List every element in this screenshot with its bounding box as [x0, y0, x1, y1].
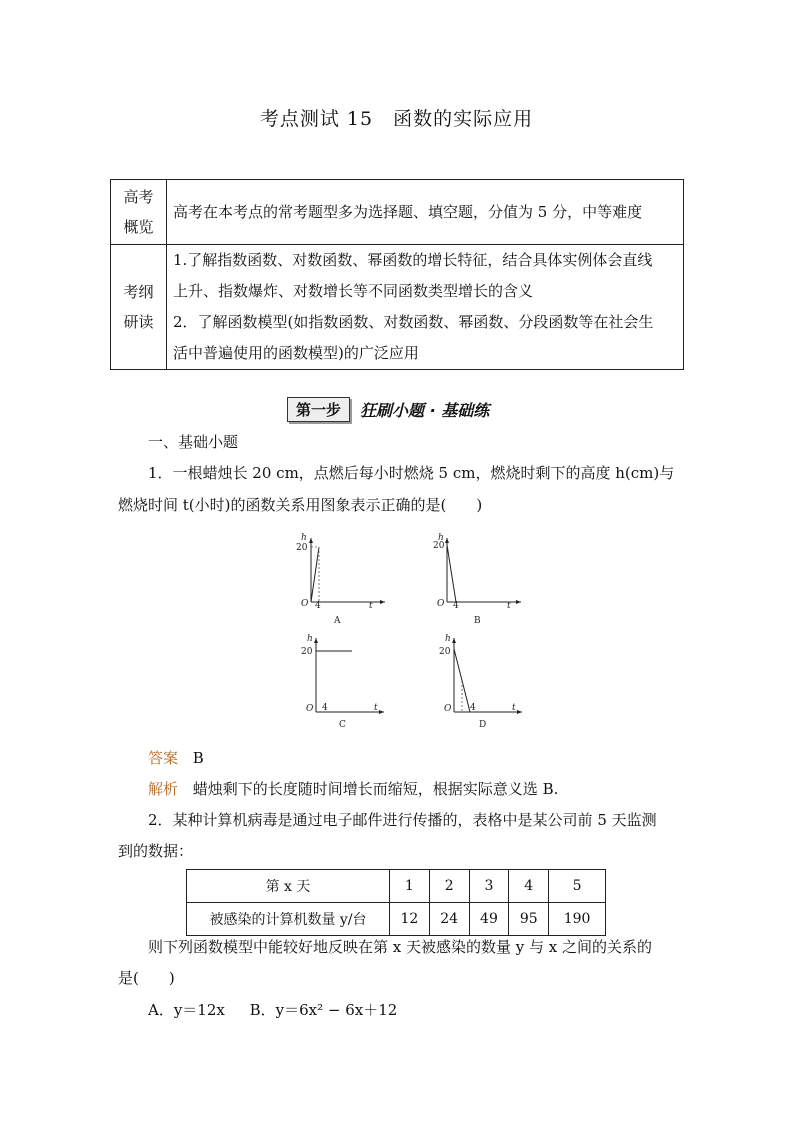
answer-value: B: [192, 749, 204, 767]
intro-row-overview: [111, 180, 684, 245]
virus-data-table: [186, 869, 606, 936]
q1-text-line2: 燃烧时间 t(小时)的函数关系用图象表示正确的是( ): [118, 496, 483, 514]
intro-head-line: 考纲: [123, 283, 154, 301]
answer-label: 答案: [148, 749, 179, 767]
intro-head-line: 研读: [123, 313, 154, 331]
graph-x-axis-label: t: [369, 601, 373, 611]
intro-head-line: 高考: [123, 188, 154, 206]
table-row: [187, 903, 606, 936]
intro-body: [167, 245, 684, 370]
analysis-label: 解析: [148, 780, 179, 798]
table-cell: 49: [469, 903, 509, 936]
table-cell: 4: [509, 870, 549, 903]
graph-y-axis-label: h: [445, 634, 451, 644]
graph-x-tick: 4: [322, 703, 328, 713]
step-box: 第一步: [287, 397, 350, 422]
option-b: B．y＝6x² − 6x＋12: [249, 1001, 398, 1019]
graph-x-tick: 4: [453, 601, 459, 611]
table-row-head: 第 x 天: [187, 870, 390, 903]
graph-a: [285, 530, 395, 634]
table-cell: 5: [549, 870, 606, 903]
graph-origin: O: [301, 599, 309, 609]
graph-x-axis-label: t: [512, 703, 516, 713]
graph-origin: O: [437, 599, 445, 609]
table-cell: 24: [429, 903, 469, 936]
graph-x-tick: 4: [315, 601, 321, 611]
graph-c: [292, 632, 402, 736]
table-row: [187, 870, 606, 903]
graph-d: [432, 632, 542, 736]
graph-label: D: [479, 720, 487, 730]
table-cell: 3: [469, 870, 509, 903]
table-cell: 1: [390, 870, 430, 903]
table-cell: 190: [549, 903, 606, 936]
option-a: A．y＝12x: [148, 1001, 225, 1019]
q2-text-line4: 是( ): [118, 969, 175, 987]
table-cell: 12: [390, 903, 430, 936]
analysis-line: [148, 778, 558, 799]
q2-text-line3: 则下列函数模型中能较好地反映在第 x 天被感染的数量 y 与 x 之间的关系的: [148, 938, 653, 956]
graph-y-tick: 20: [439, 647, 451, 657]
intro-head-line: 概览: [123, 218, 154, 236]
q2-text-line1: 2．某种计算机病毒是通过电子邮件进行传播的，表格中是某公司前 5 天监测: [148, 811, 657, 829]
intro-body-line: 活中普遍使用的函数模型)的广泛应用: [173, 344, 419, 362]
intro-body: [167, 180, 684, 245]
step-text: 狂刷小题 · 基础练: [360, 401, 490, 420]
graph-origin: O: [306, 704, 314, 714]
intro-body-line: 上升、指数爆炸、对数增长等不同函数类型增长的含义: [173, 282, 534, 300]
intro-table: [110, 179, 684, 370]
table-row-head: 被感染的计算机数量 y/台: [187, 903, 390, 936]
analysis-text: 蜡烛剩下的长度随时间增长而缩短，根据实际意义选 B.: [192, 780, 559, 798]
graph-y-axis-label: h: [301, 533, 307, 543]
graph-origin: O: [444, 704, 452, 714]
page-title: 考点测试 15 函数的实际应用: [259, 108, 534, 130]
graph-x-axis-label: t: [374, 703, 378, 713]
answer-line: [148, 747, 204, 768]
graph-label: C: [339, 720, 346, 730]
graph-y-axis-label: h: [307, 634, 313, 644]
graph-x-axis-label: t: [507, 601, 511, 611]
table-cell: 95: [509, 903, 549, 936]
q2-text-line2: 到的数据：: [118, 842, 194, 860]
intro-row-syllabus: [111, 245, 684, 370]
graph-label: A: [334, 616, 341, 626]
intro-body-line: 2．了解函数模型(如指数函数、对数函数、幂函数、分段函数等在社会生: [173, 313, 654, 331]
intro-head: [111, 180, 167, 245]
intro-body-line: 高考在本考点的常考题型多为选择题、填空题，分值为 5 分，中等难度: [173, 202, 643, 221]
q1-text-line1: 1．一根蜡烛长 20 cm，点燃后每小时燃烧 5 cm，燃烧时剩下的高度 h(cm)与: [148, 464, 675, 482]
graph-y-tick: 20: [301, 647, 313, 657]
graph-y-tick: 20: [296, 543, 308, 553]
table-cell: 2: [429, 870, 469, 903]
graph-x-tick: 4: [470, 703, 476, 713]
section-heading: 一、基础小题: [148, 433, 239, 451]
q2-options: [148, 999, 397, 1020]
graph-y-axis-label: h: [438, 533, 444, 543]
graph-y-tick: 20: [433, 541, 445, 551]
intro-body-line: 1.了解指数函数、对数函数、幂函数的增长特征，结合具体实例体会直线: [173, 251, 653, 269]
intro-head: [111, 245, 167, 370]
graph-label: B: [474, 616, 481, 626]
graph-b: [425, 530, 535, 634]
step-banner: [287, 397, 489, 422]
